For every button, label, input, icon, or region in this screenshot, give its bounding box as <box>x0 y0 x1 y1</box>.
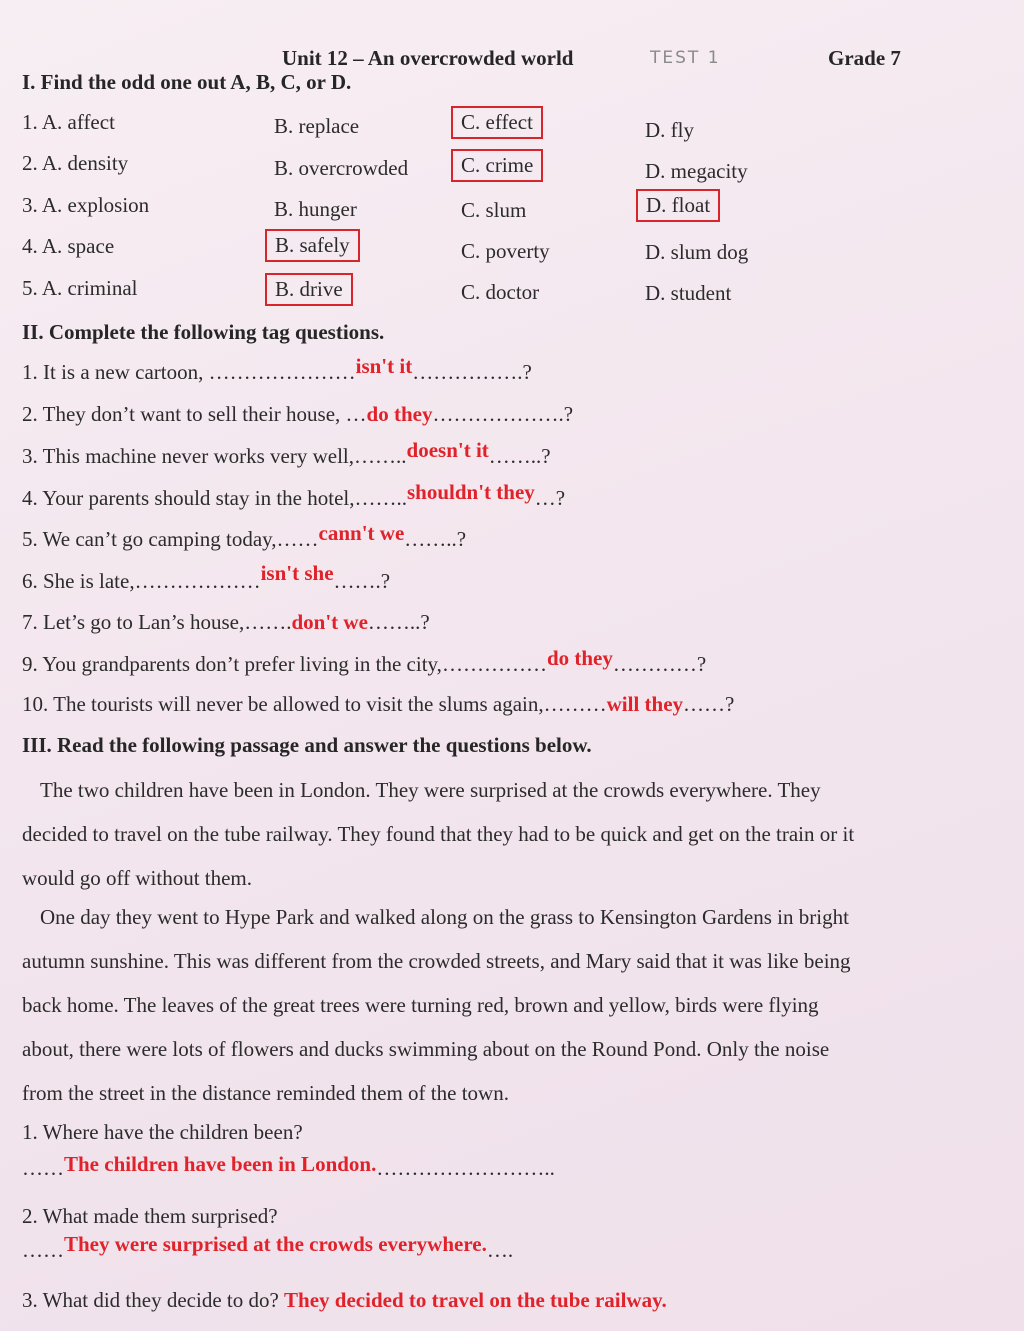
tag-answer-5: cann't we <box>318 521 405 545</box>
tag-answer-3: doesn't it <box>406 438 489 462</box>
grade-label: Grade 7 <box>828 46 901 70</box>
q3-a: 3. A. explosion <box>22 193 150 217</box>
q4-c: C. poverty <box>461 239 550 263</box>
tag-question-4: 4. Your parents should stay in the hotel,……..shouldn't they…? <box>22 480 566 510</box>
reading-answer-2-line: ……They were surprised at the crowds everywhere.…. <box>22 1232 514 1262</box>
passage-paragraph-2: One day they went to Hype Park and walked along on the grass to Kensington Gardens in bright autumn sunshine. This was different from the crowded streets, and Mary said that it was like being back home. The leaves of the great trees were turning red, brown and yellow, birds were flying about, there were lots of flowers and ducks swimming about on the Round Pond. Only the noise from the street in the distance reminded them of the town. <box>22 905 851 1105</box>
reading-question-1: 1. Where have the children been? <box>22 1120 303 1144</box>
q3-d-boxed: D. float <box>636 189 720 222</box>
handwritten-test-label: TEST 1 <box>650 48 721 68</box>
q5-d: D. student <box>645 281 732 305</box>
unit-title: Unit 12 – An overcrowded world <box>282 46 574 70</box>
tag-answer-4: shouldn't they <box>406 480 535 504</box>
q1-a: 1. A. affect <box>22 110 115 134</box>
q4-d: D. slum dog <box>645 240 749 264</box>
q4-a: 4. A. space <box>22 234 115 258</box>
q1-b: B. replace <box>274 114 360 138</box>
q2-d: D. megacity <box>645 159 748 183</box>
reading-question-2: 2. What made them surprised? <box>22 1204 278 1228</box>
reading-answer-1: The children have been in London. <box>64 1152 377 1176</box>
tag-question-9: 9. You grandparents don’t prefer living in the city,……………do they…………? <box>22 646 707 676</box>
tag-question-10: 10. The tourists will never be allowed to visit the slums again,………will they……? <box>22 692 735 716</box>
q3-b: B. hunger <box>274 197 357 221</box>
tag-answer-9: do they <box>546 646 613 670</box>
tag-answer-6: isn't she <box>260 561 334 585</box>
reading-question-3-line <box>22 1288 667 1313</box>
q2-a: 2. A. density <box>22 151 129 175</box>
reading-answer-3: They decided to travel on the tube railway. <box>284 1288 667 1312</box>
q5-b-boxed: B. drive <box>265 273 353 306</box>
tag-answer-10: will they <box>606 692 684 716</box>
tag-answer-7: don't we <box>291 610 368 634</box>
tag-question-2: 2. They don’t want to sell their house, …do they……………….? <box>22 402 574 426</box>
tag-answer-2: do they <box>366 402 433 426</box>
section-3-title: III. Read the following passage and answer the questions below. <box>22 733 592 757</box>
q4-b-boxed: B. safely <box>265 229 360 262</box>
passage-paragraph-1: The two children have been in London. They were surprised at the crowds everywhere. They decided to travel on the tube railway. They found that they had to be quick and get on the train or it would go off without them. <box>22 778 855 890</box>
q5-c: C. doctor <box>461 280 540 304</box>
tag-question-3: 3. This machine never works very well,……..doesn't it……..? <box>22 438 551 468</box>
tag-question-5: 5. We can’t go camping today,……cann't we……..? <box>22 521 467 551</box>
q2-c-boxed: C. crime <box>451 149 543 182</box>
q3-c: C. slum <box>461 198 527 222</box>
tag-question-1: 1. It is a new cartoon, …………………isn't it…………….? <box>22 354 532 384</box>
q1-c-boxed: C. effect <box>451 106 543 139</box>
reading-answer-1-line: ……The children have been in London.…………………….. <box>22 1152 555 1180</box>
tag-question-6: 6. She is late,………………isn't she…….? <box>22 561 391 593</box>
q1-d: D. fly <box>645 118 694 142</box>
tag-answer-1: isn't it <box>355 354 413 378</box>
section-2-title: II. Complete the following tag questions. <box>22 320 385 344</box>
section-1-title: I. Find the odd one out A, B, C, or D. <box>22 70 352 94</box>
reading-answer-2: They were surprised at the crowds everywhere. <box>64 1232 487 1256</box>
q5-a: 5. A. criminal <box>22 276 138 300</box>
tag-question-7: 7. Let’s go to Lan’s house,…….don't we……..? <box>22 610 430 634</box>
q2-b: B. overcrowded <box>274 156 409 180</box>
reading-question-3: 3. What did they decide to do? <box>22 1288 279 1312</box>
